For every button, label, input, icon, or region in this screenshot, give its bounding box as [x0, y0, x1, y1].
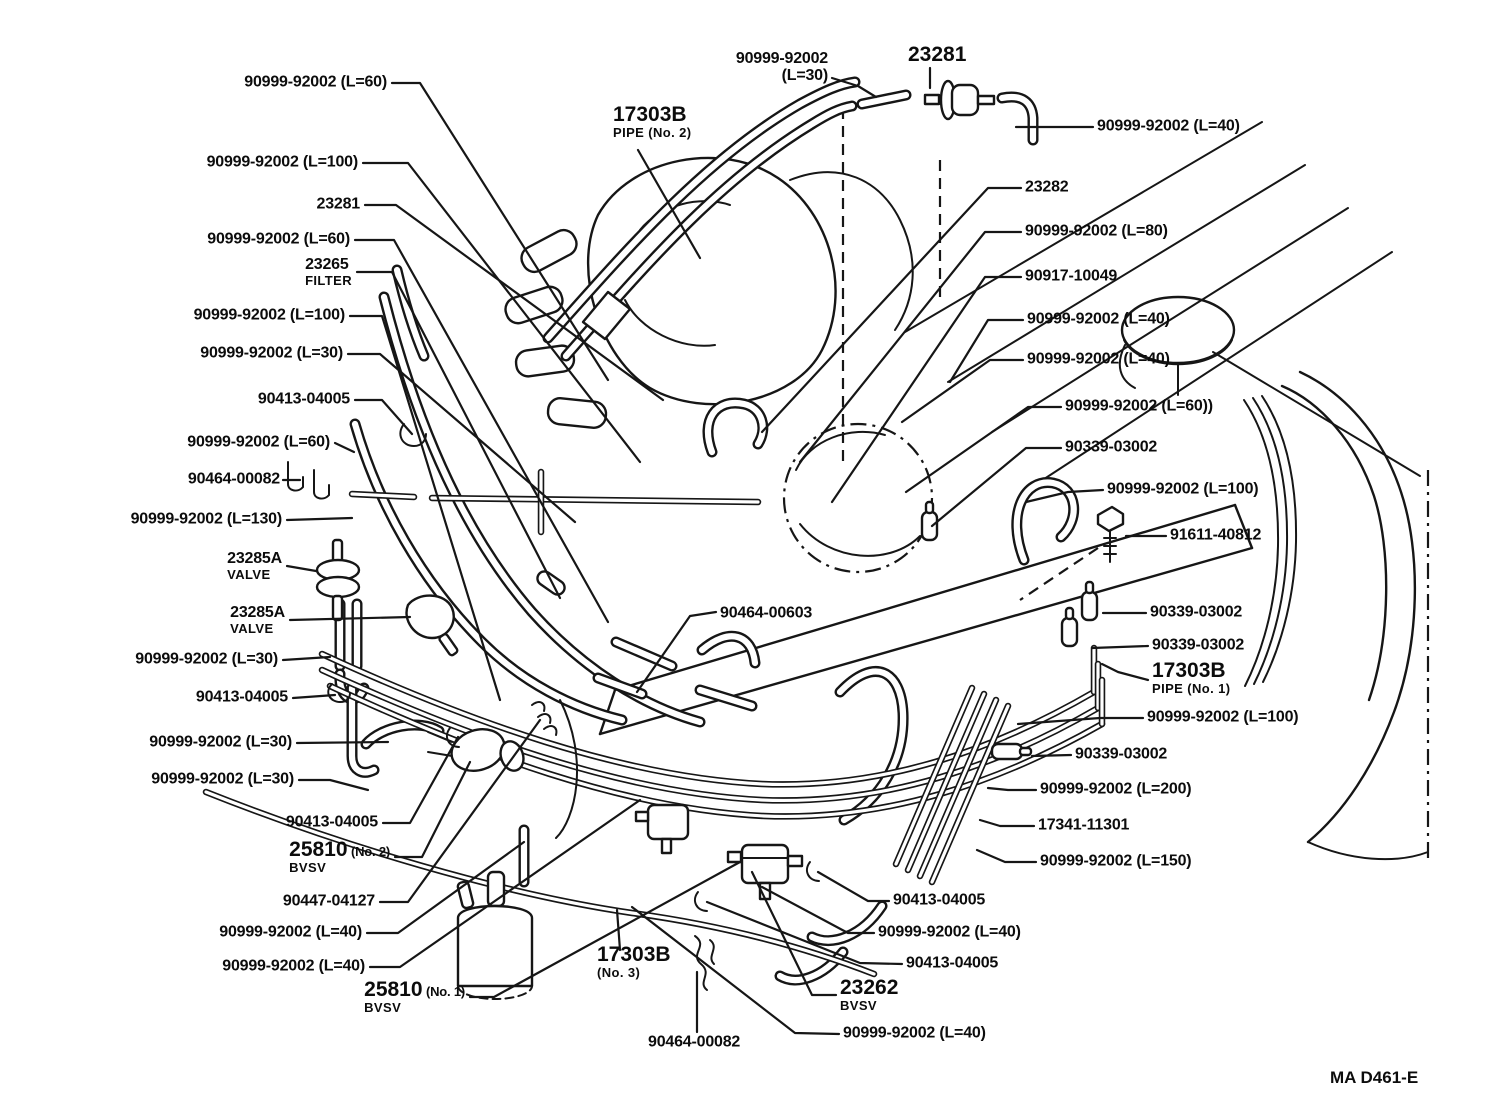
part-label: 91611-40812 — [1170, 526, 1262, 544]
leader-line — [287, 518, 352, 520]
part-label: 23281 — [908, 42, 967, 66]
figure-code: MA D461-E — [1330, 1068, 1419, 1087]
leader-line — [283, 657, 330, 660]
leader-line — [637, 612, 716, 692]
part-label: 90999-92002 (L=60) — [244, 73, 387, 91]
leader-line — [287, 566, 316, 571]
leader-line — [1018, 718, 1143, 724]
part-label: 90447-04127 — [282, 892, 375, 910]
part-label: 23265 FILTER — [305, 255, 352, 288]
part-label: 90999-92002 (L=40) — [1097, 117, 1240, 135]
part-label: 90413-04005 — [257, 390, 350, 408]
part-label: 90413-04005 — [195, 688, 288, 706]
part-label: 90464-00082 — [648, 1033, 741, 1051]
leader-line — [380, 720, 540, 902]
part-label: 23262 BVSV — [840, 976, 899, 1014]
leader-line — [977, 850, 1036, 862]
leader-line — [1092, 646, 1148, 648]
leader-line — [762, 188, 1021, 432]
part-label: 90339-03002 — [1150, 603, 1243, 621]
part-label: 90999-92002 (L=40) — [878, 923, 1021, 941]
part-label: 90339-03002 — [1152, 636, 1245, 654]
part-label: 90999-92002 (L=100) — [193, 306, 345, 324]
leader-line — [395, 762, 470, 857]
part-label: 90999-92002 (L=200) — [1040, 780, 1192, 798]
part-label: 90999-92002 (L=130) — [130, 510, 282, 528]
part-label: 90999-92002 (L=80) — [1025, 222, 1168, 240]
leader-line — [299, 780, 368, 790]
part-label: 90999-92002 (L=40) — [843, 1024, 986, 1042]
part-label: 90999-92002 (L=30) — [735, 50, 828, 84]
part-label: 90999-92002 (L=30) — [135, 650, 278, 668]
leader-line — [355, 400, 412, 434]
part-label: 25810 (No. 1) BVSV — [364, 978, 465, 1016]
part-label: 90999-92002 (L=60)) — [1065, 397, 1213, 415]
part-label: 90999-92002 (L=40) — [219, 923, 362, 941]
leader-line — [752, 872, 836, 995]
part-label: 90999-92002 (L=100) — [206, 153, 358, 171]
part-label: 90339-03002 — [1065, 438, 1158, 456]
part-label: 90999-92002 (L=30) — [151, 770, 294, 788]
leader-line — [950, 320, 1023, 382]
leader-line — [902, 360, 1023, 422]
part-label: 17341-11301 — [1038, 816, 1130, 834]
leader-line — [818, 872, 889, 901]
part-label: 17303B PIPE (No. 2) — [613, 103, 692, 141]
part-label: 17303B PIPE (No. 1) — [1152, 659, 1231, 697]
leader-line — [365, 205, 663, 400]
part-label: 90464-00082 — [187, 470, 280, 488]
part-label: 23282 — [1025, 178, 1069, 196]
part-label: 90999-92002 (L=60) — [207, 230, 350, 248]
part-label: 23281 — [316, 195, 360, 213]
part-label: 90413-04005 — [285, 813, 378, 831]
part-label: 23285A VALVE — [230, 603, 285, 636]
part-label: 90413-04005 — [893, 891, 986, 909]
part-label: 17303B (No. 3) — [597, 943, 671, 981]
leader-line — [980, 820, 1034, 826]
leader-line — [988, 788, 1036, 790]
part-label: 90464-00603 — [720, 604, 813, 622]
leader-line — [335, 443, 354, 452]
part-label: 90999-92002 (L=40) — [1027, 310, 1170, 328]
leader-line — [1026, 490, 1103, 502]
leader-line — [350, 316, 500, 700]
part-label: 90999-92002 (L=30) — [149, 733, 292, 751]
leader-line — [367, 842, 524, 933]
leader-line — [800, 232, 1021, 462]
leader-line — [1032, 755, 1071, 756]
leader-line — [290, 617, 410, 620]
part-label: 23285A VALVE — [227, 549, 282, 582]
leader-line — [906, 407, 1061, 492]
leader-line — [355, 240, 608, 622]
part-label: 90999-92002 (L=30) — [200, 344, 343, 362]
leader-line — [638, 150, 700, 258]
leader-line — [832, 277, 1021, 502]
leader-line — [832, 78, 876, 97]
leader-line — [370, 800, 640, 967]
leader-line — [363, 163, 640, 462]
leader-line — [348, 354, 575, 522]
part-label: 90999-92002 (L=40) — [1027, 350, 1170, 368]
part-label: 90999-92002 (L=60) — [187, 433, 330, 451]
part-label: 90999-92002 (L=100) — [1147, 708, 1299, 726]
leader-line — [293, 695, 335, 698]
part-label: 90999-92002 (L=100) — [1107, 480, 1259, 498]
leader-line — [297, 742, 388, 743]
part-label: 90339-03002 — [1075, 745, 1168, 763]
part-label: 90413-04005 — [906, 954, 999, 972]
leader-line — [1102, 664, 1148, 680]
part-label: 25810 (No. 2) BVSV — [289, 838, 390, 876]
part-label: 90999-92002 (L=40) — [222, 957, 365, 975]
part-label: 90917-10049 — [1025, 267, 1118, 285]
part-label: 90999-92002 (L=150) — [1040, 852, 1192, 870]
